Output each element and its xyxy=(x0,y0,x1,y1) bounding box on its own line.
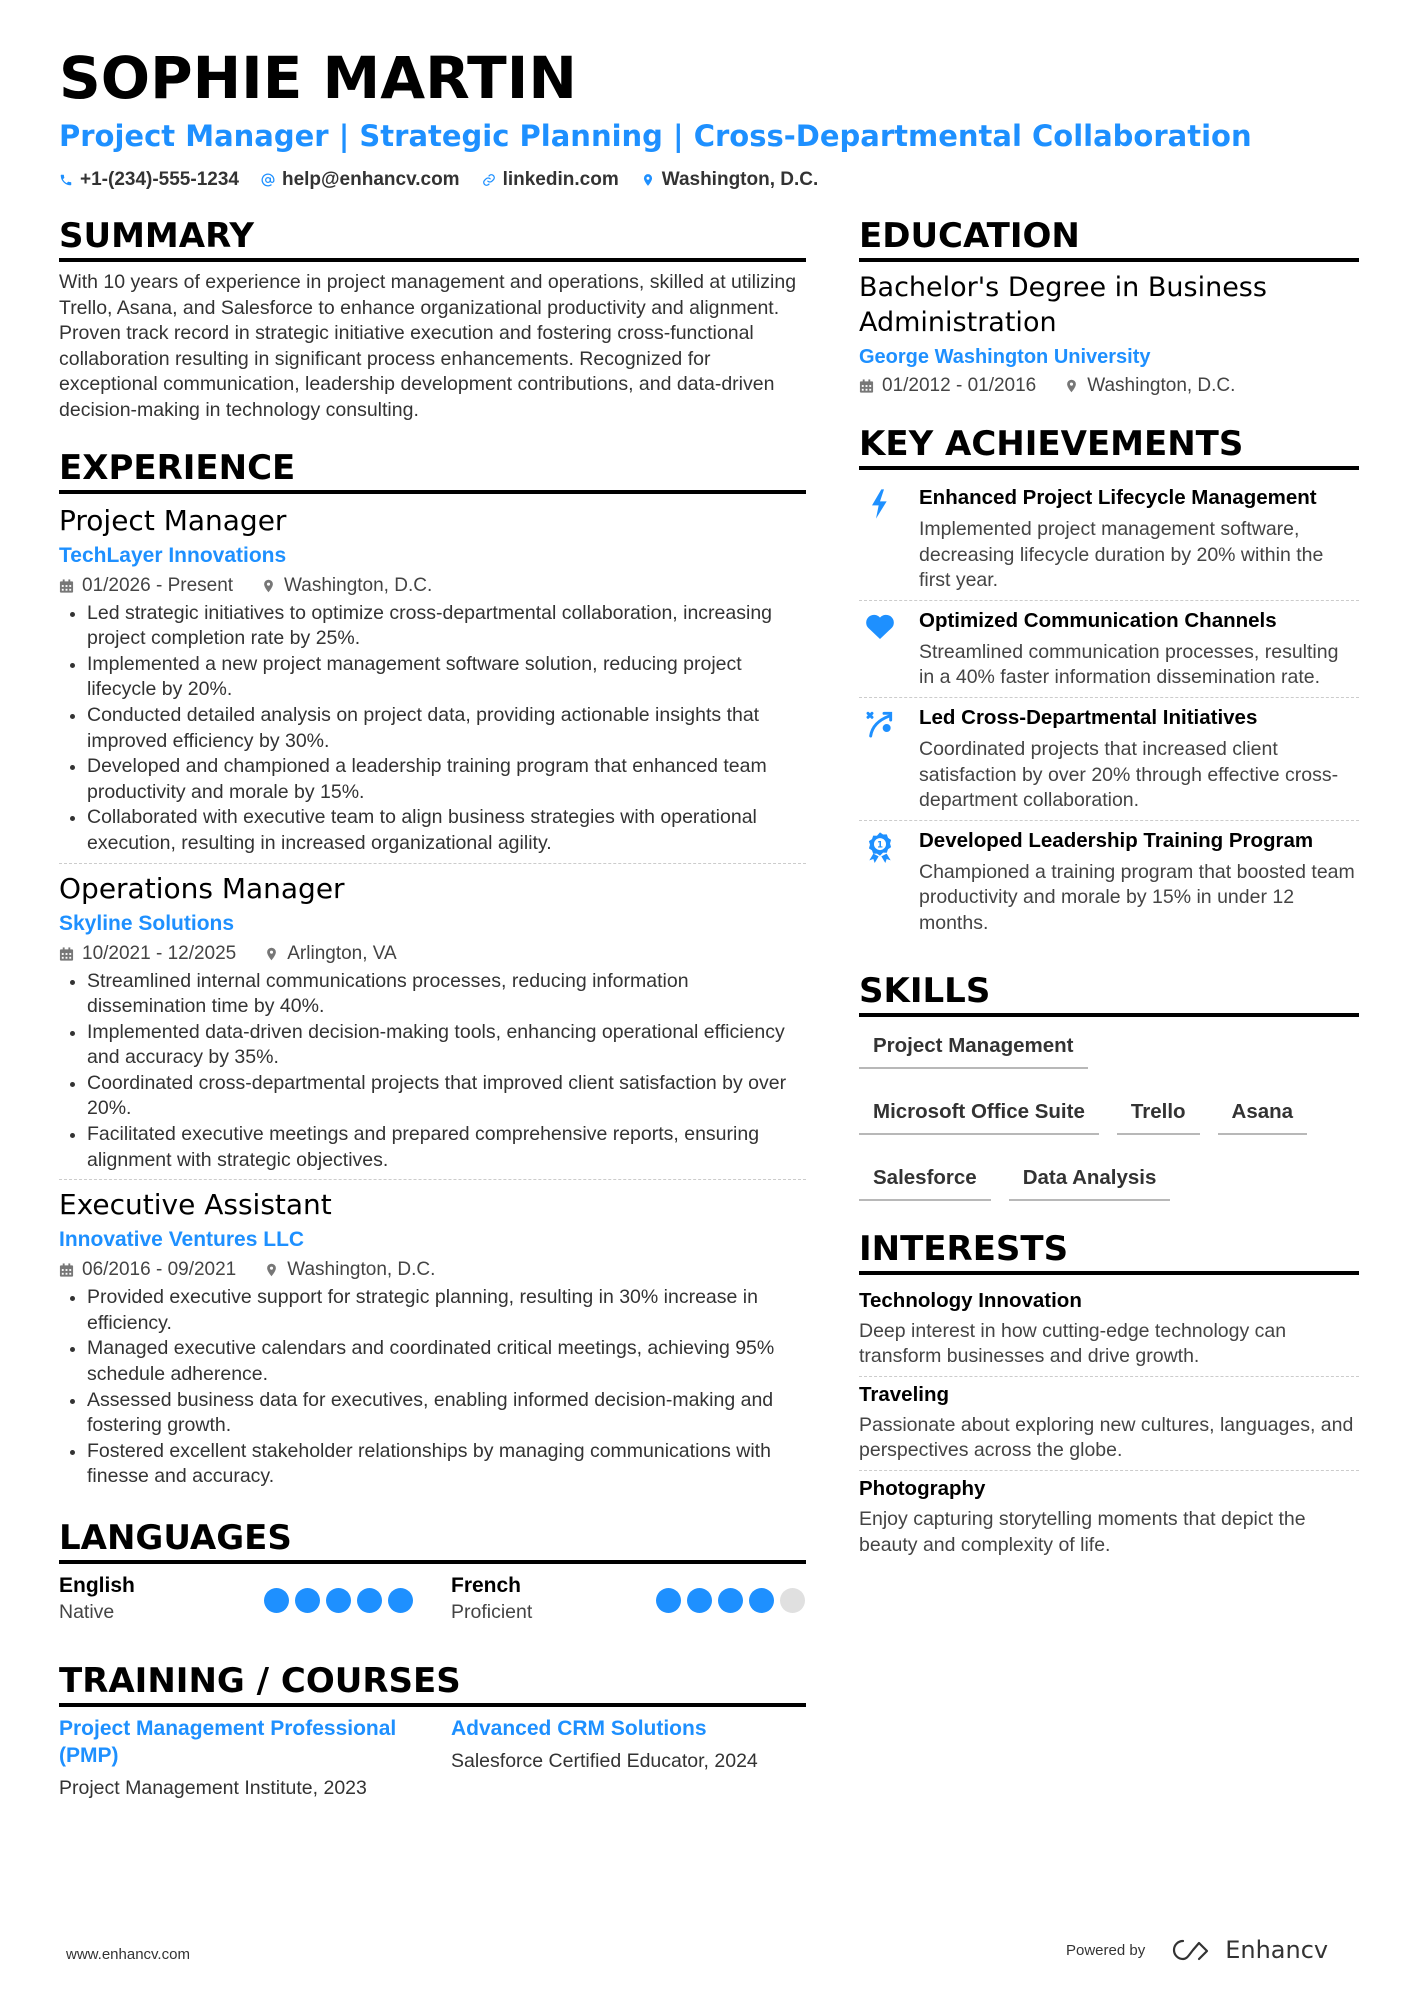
achievement-desc: Coordinated projects that increased client satisfaction by over 20% through effective cross-department collaboration. xyxy=(919,737,1339,812)
section-title-achievements: KEY ACHIEVEMENTS xyxy=(859,422,1359,470)
job-bullets xyxy=(59,1285,806,1490)
company-name: Innovative Ventures LLC xyxy=(59,1228,305,1252)
language-rating xyxy=(656,1588,805,1613)
powered-by-label: Powered by xyxy=(1066,1941,1146,1959)
job-location xyxy=(261,572,432,600)
bullet-item: Coordinated cross-departmental projects that improved client satisfaction by over 20%. xyxy=(59,1071,806,1122)
bullet-item: Implemented data-driven decision-making tools, enhancing operational efficiency and accuracy by 35%. xyxy=(59,1020,806,1071)
section-title-summary: SUMMARY xyxy=(59,214,806,262)
location-pin-icon xyxy=(261,578,276,594)
footer-branding xyxy=(1066,1936,1328,1964)
brand-name: Enhancv xyxy=(1225,1936,1329,1964)
bullet-item: Facilitated executive meetings and prepared comprehensive reports, ensuring alignment with strategic objectives. xyxy=(59,1122,806,1173)
rating-dot-filled xyxy=(388,1588,413,1613)
location-text: Washington, D.C. xyxy=(661,169,819,190)
svg-text:1: 1 xyxy=(876,840,884,851)
achievement-title: Optimized Communication Channels xyxy=(919,608,1277,632)
entry-divider xyxy=(59,863,806,864)
section-title-interests: INTERESTS xyxy=(859,1227,1359,1275)
location-pin-icon xyxy=(641,173,655,187)
calendar-icon xyxy=(859,378,874,394)
language-level: Proficient xyxy=(451,1601,533,1623)
skill-tag: Data Analysis xyxy=(1009,1157,1171,1201)
training-subtitle: Salesforce Certified Educator, 2024 xyxy=(451,1750,758,1772)
job-bullets xyxy=(59,969,806,1174)
summary-text: With 10 years of experience in project management and operations, skilled at utilizing Trello, Asana, and Salesforce to enhance organizational productivity and alignment. Proven track record in strategic initiative execution and fostering cross-functional collaboration resulting in significant process enhancements. Recognized for exceptional communication, leadership development contributions, and data-driven decision-making in technology consulting. xyxy=(59,271,797,421)
enhancv-logo-icon xyxy=(1169,1937,1217,1963)
interest-item xyxy=(859,1377,1359,1471)
job-dates xyxy=(59,940,236,968)
phone-text: +1-(234)-555-1234 xyxy=(80,169,239,190)
rating-dot-filled xyxy=(264,1588,289,1613)
rating-dot-filled xyxy=(687,1588,712,1613)
award-ribbon-icon xyxy=(859,827,901,937)
bullet-item: Streamlined internal communications processes, reducing information dissemination time by 40%. xyxy=(59,969,806,1020)
bullet-item: Led strategic initiatives to optimize cross-departmental collaboration, increasing project completion rate by 25%. xyxy=(59,601,806,652)
job-dates xyxy=(59,572,233,600)
section-title-experience: EXPERIENCE xyxy=(59,446,806,494)
achievement-desc: Implemented project management software, decreasing lifecycle duration by 20% within the first year. xyxy=(919,518,1324,592)
achievement-desc: Streamlined communication processes, resulting in a 40% faster information dissemination rate. xyxy=(919,640,1339,689)
interests-section xyxy=(859,1227,1359,1565)
job-meta xyxy=(59,572,806,600)
bullet-item: Provided executive support for strategic planning, resulting in 30% increase in efficiency. xyxy=(59,1285,806,1336)
company-name: Skyline Solutions xyxy=(59,911,235,935)
experience-entry xyxy=(59,502,806,864)
job-location-text: Arlington, VA xyxy=(287,942,397,964)
job-title: Operations Manager xyxy=(59,871,345,905)
summary-section xyxy=(59,214,806,424)
training-item xyxy=(451,1715,805,1801)
contact-phone[interactable] xyxy=(59,168,239,192)
experience-entry xyxy=(59,870,806,1181)
resume-header xyxy=(59,42,1359,192)
calendar-icon xyxy=(59,1262,74,1278)
location-pin-icon xyxy=(264,1262,279,1278)
training-list xyxy=(59,1715,806,1801)
rating-dot-filled xyxy=(295,1588,320,1613)
job-meta xyxy=(59,940,806,968)
training-title: Project Management Professional (PMP) xyxy=(59,1717,397,1767)
interest-title: Technology Innovation xyxy=(859,1288,1082,1312)
achievement-title: Enhanced Project Lifecycle Management xyxy=(919,486,1317,509)
job-bullets xyxy=(59,601,806,857)
section-title-skills: SKILLS xyxy=(859,969,1359,1017)
job-dates-text: 01/2026 - Present xyxy=(82,574,234,596)
training-title: Advanced CRM Solutions xyxy=(451,1717,707,1740)
bullet-item: Developed and championed a leadership training program that enhanced team productivity and morale by 15%. xyxy=(59,754,806,805)
training-item xyxy=(59,1715,413,1801)
achievement-title: Developed Leadership Training Program xyxy=(919,828,1314,852)
skills-section xyxy=(859,969,1359,1201)
skill-tag: Asana xyxy=(1218,1091,1308,1135)
section-title-languages: LANGUAGES xyxy=(59,1516,806,1564)
education-dates xyxy=(859,372,1036,400)
languages-section xyxy=(59,1516,806,1625)
bullet-item: Conducted detailed analysis on project data, providing actionable insights that improved efficiency by 30%. xyxy=(59,703,806,754)
education-section xyxy=(859,214,1359,400)
headline: Project Manager | Strategic Planning | Cross-Departmental Collaboration xyxy=(59,119,1252,153)
interest-item xyxy=(859,1283,1359,1377)
job-location-text: Washington, D.C. xyxy=(287,1259,436,1281)
rating-dot-filled xyxy=(718,1588,743,1613)
interest-title: Traveling xyxy=(859,1382,950,1406)
job-dates xyxy=(59,1256,236,1284)
skill-tag: Project Management xyxy=(859,1025,1088,1069)
calendar-icon xyxy=(59,946,74,962)
section-title-education: EDUCATION xyxy=(859,214,1359,262)
left-column xyxy=(59,214,806,1801)
interest-desc: Enjoy capturing storytelling moments that depict the beauty and complexity of life. xyxy=(859,1507,1306,1556)
interest-desc: Passionate about exploring new cultures, languages, and perspectives across the globe. xyxy=(859,1413,1354,1462)
section-title-training: TRAINING / COURSES xyxy=(59,1659,806,1707)
phone-icon xyxy=(59,173,73,187)
footer-website-link[interactable]: www.enhancv.com xyxy=(66,1946,190,1963)
job-title: Executive Assistant xyxy=(59,1188,332,1222)
degree-title: Bachelor's Degree in Business Administration xyxy=(859,272,1267,338)
training-section xyxy=(59,1659,806,1801)
achievement-item xyxy=(859,478,1359,601)
job-location-text: Washington, D.C. xyxy=(284,574,433,596)
job-meta xyxy=(59,1256,806,1284)
lightning-icon xyxy=(859,484,901,594)
rating-dot-empty xyxy=(780,1588,805,1613)
skills-list xyxy=(859,1025,1359,1201)
language-item xyxy=(59,1572,413,1625)
education-location-text: Washington, D.C. xyxy=(1087,375,1236,396)
language-level: Native xyxy=(59,1601,115,1623)
bullet-item: Fostered excellent stakeholder relationships by managing communications with finesse and accuracy. xyxy=(59,1439,806,1490)
achievement-item xyxy=(859,821,1359,943)
rating-dot-filled xyxy=(656,1588,681,1613)
bullet-item: Collaborated with executive team to align business strategies with operational execution, resulting in increased organizational agility. xyxy=(59,805,806,856)
strategy-icon xyxy=(859,704,901,814)
language-name: French xyxy=(451,1574,522,1597)
languages-list xyxy=(59,1572,806,1625)
language-rating xyxy=(264,1588,413,1613)
rating-dot-filled xyxy=(326,1588,351,1613)
skill-tag: Microsoft Office Suite xyxy=(859,1091,1099,1135)
rating-dot-filled xyxy=(357,1588,382,1613)
achievements-section xyxy=(859,422,1359,943)
skill-tag: Trello xyxy=(1117,1091,1200,1135)
at-sign-icon xyxy=(261,173,275,187)
language-item xyxy=(451,1572,805,1625)
school-name: George Washington University xyxy=(859,346,1151,368)
job-location xyxy=(264,940,396,968)
education-dates-text: 01/2012 - 01/2016 xyxy=(882,375,1037,396)
location-pin-icon xyxy=(1064,378,1079,394)
achievement-item xyxy=(859,601,1359,698)
contact-bar xyxy=(59,168,1359,192)
experience-entry xyxy=(59,1186,806,1490)
job-dates-text: 06/2016 - 09/2021 xyxy=(82,1259,237,1281)
calendar-icon xyxy=(59,578,74,594)
enhancv-logo[interactable] xyxy=(1169,1936,1328,1964)
bullet-item: Implemented a new project management software solution, reducing project lifecycle by 20%. xyxy=(59,652,806,703)
training-subtitle: Project Management Institute, 2023 xyxy=(59,1777,367,1799)
contact-location xyxy=(641,168,819,192)
bullet-item: Assessed business data for executives, enabling informed decision-making and fostering growth. xyxy=(59,1388,806,1439)
company-name: TechLayer Innovations xyxy=(59,543,287,567)
language-name: English xyxy=(59,1574,135,1597)
achievement-item xyxy=(859,698,1359,821)
right-column xyxy=(859,214,1359,1564)
contact-linkedin[interactable] xyxy=(482,168,619,192)
achievement-title: Led Cross-Departmental Initiatives xyxy=(919,705,1258,729)
job-title: Project Manager xyxy=(59,503,287,537)
job-location xyxy=(264,1256,435,1284)
contact-email[interactable] xyxy=(261,168,460,192)
interest-title: Photography xyxy=(859,1476,986,1500)
interest-desc: Deep interest in how cutting-edge technology can transform businesses and drive growth. xyxy=(859,1319,1287,1368)
rating-dot-filled xyxy=(749,1588,774,1613)
link-icon xyxy=(482,173,496,187)
job-dates-text: 10/2021 - 12/2025 xyxy=(82,942,237,964)
education-meta xyxy=(859,372,1359,400)
linkedin-text: linkedin.com xyxy=(502,169,619,190)
bullet-item: Managed executive calendars and coordinated critical meetings, achieving 95% schedule adherence. xyxy=(59,1336,806,1387)
education-location xyxy=(1064,372,1235,400)
experience-section xyxy=(59,446,806,1490)
skill-tag: Salesforce xyxy=(859,1157,991,1201)
achievement-desc: Championed a training program that boosted team productivity and morale by 15% in under 12 months. xyxy=(919,860,1355,934)
candidate-name: SOPHIE MARTIN xyxy=(59,44,577,112)
entry-divider xyxy=(59,1179,806,1180)
email-text: help@enhancv.com xyxy=(281,169,460,190)
heart-icon xyxy=(859,607,901,691)
location-pin-icon xyxy=(264,946,279,962)
interest-item xyxy=(859,1471,1359,1564)
